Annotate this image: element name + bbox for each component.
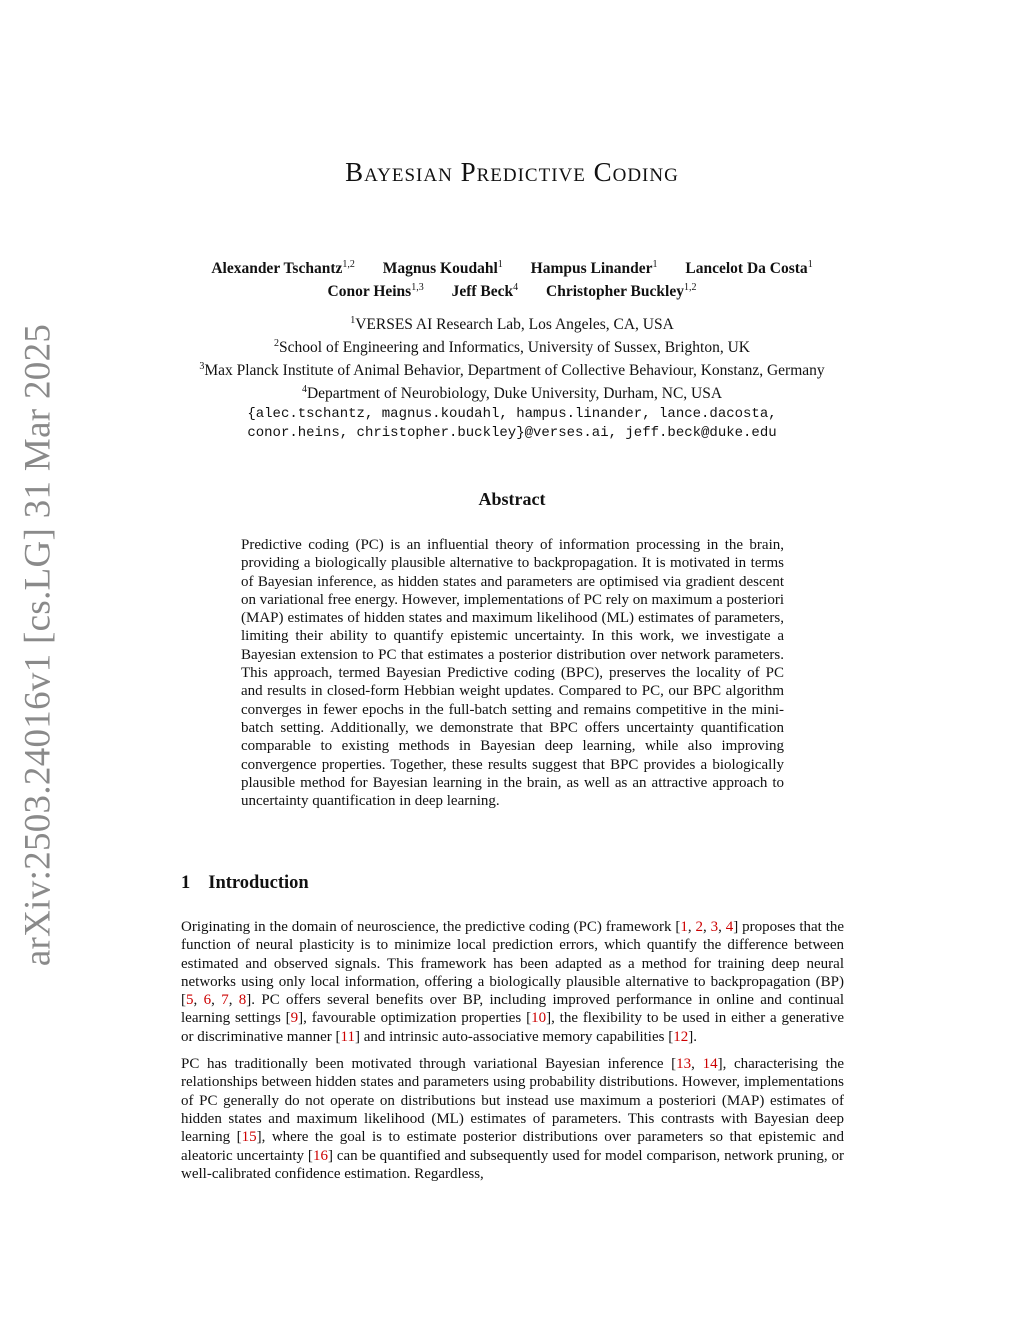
affiliation: $^3$Max Planck Institute of Animal Behavior, Department of Collective Behaviour, Konstanz, Germany: [199, 361, 825, 380]
citation-link[interactable]: 10: [531, 1010, 547, 1027]
citation-link[interactable]: 7: [221, 992, 229, 1009]
affiliation: $^4$Department of Neurobiology, Duke University, Durham, NC, USA: [301, 384, 723, 403]
paragraph: PC has traditionally been motivated through variational Bayesian inference [13, 14], characterising the relationships between hidden states and parameters using probability distributions. However, implementations of PC generally do not operate on distributions but instead use maximum a posteriori (MAP) estimates of hidden states and maximum likelihood (ML) estimates of parameters. This contrasts with Bayesian deep learning [15], where the goal is to estimate posterior distributions over parameters so that epistemic and aleatoric uncertainty [16] can be quantified and subsequently used for model comparison, network pruning, or well-calibrated confidence estimation. Regardless,: [181, 1056, 845, 1182]
section-title: Introduction: [208, 873, 309, 893]
abstract-text: Predictive coding (PC) is an influential theory of information processing in the brain, providing a biologically plausible alternative to backpropagation. It is motivated in terms of Bayesian inference, as hidden states and parameters are optimised via gradient descent on variational free energy. However, implementations of PC rely on maximum a posteriori (MAP) estimates of hidden states and maximum likelihood (ML) estimates of parameters, limiting their ability to quantify epistemic uncertainty. In this work, we investigate a Bayesian extension to PC that estimates a posterior distribution over network parameters. This approach, termed Bayesian Predictive coding (BPC), preserves the locality of PC and results in closed-form Hebbian weight updates. Compared to PC, our BPC algorithm converges in fewer epochs in the full-batch setting and remains competitive in the mini-batch setting. Additionally, we demonstrate that BPC offers uncertainty quantification comparable to existing methods in Bayesian deep learning, while also improving convergence properties. Together, these results suggest that BPC provides a biologically plausible method for Bayesian learning in the brain, as well as an attractive approach to uncertainty quantification in deep learning.: [241, 537, 785, 810]
arxiv-identifier: arXiv:2503.24016v1 [cs.LG] 31 Mar 2025: [17, 323, 59, 967]
citation-link[interactable]: 13: [676, 1056, 692, 1073]
citation-link[interactable]: 3: [710, 919, 719, 935]
paragraph: Originating in the domain of neuroscience, the predictive coding (PC) framework [1, 2, 3, 4] proposes that the function of neural plasticity is to minimize local prediction errors, which quantify the difference between estimated and observed signals. This framework has been adapted as a method for training deep neural networks using only local information, offering a biologically plausible alternative to backpropagation (BP) [5, 6, 7, 8]. PC offers several benefits over BP, including improved performance in online and continual learning settings [9], favourable optimization properties [10], the flexibility to be used in either a generative or discriminative manner [11] and intrinsic auto-associative memory capabilities [12].: [181, 919, 845, 1045]
author: Magnus Koudahl$^1$: [382, 259, 503, 278]
citation-link[interactable]: 5: [186, 992, 194, 1009]
citation-link[interactable]: 9: [290, 1010, 299, 1027]
author: Jeff Beck$^4$: [451, 282, 519, 301]
affiliation-list: [0, 311, 1024, 404]
author-list: [0, 255, 1024, 301]
author: Christopher Buckley$^{1,2}$: [546, 282, 697, 301]
email-line: conor.heins, christopher.buckley}@verses.ai, jeff.beck@duke.edu: [247, 425, 777, 441]
abstract-heading: Abstract: [478, 489, 546, 509]
citation-link[interactable]: 15: [241, 1129, 257, 1146]
affiliation: $^1$VERSES AI Research Lab, Los Angeles, CA, USA: [350, 315, 674, 334]
citation-link[interactable]: 11: [340, 1028, 355, 1045]
paper-title: Bayesian Predictive Coding: [345, 157, 679, 187]
introduction-body: [181, 918, 844, 1192]
citation-link[interactable]: 16: [312, 1147, 328, 1164]
citation-link[interactable]: 12: [673, 1028, 689, 1045]
citation-link[interactable]: 14: [702, 1056, 718, 1073]
citation-link[interactable]: 4: [725, 919, 734, 935]
email-list: [0, 405, 1024, 443]
citation-link[interactable]: 6: [203, 992, 212, 1009]
author: Hampus Linander$^1$: [530, 259, 658, 278]
author: Conor Heins$^{1,3}$: [327, 282, 424, 301]
arxiv-side-id: [8, 0, 68, 1325]
citation-link[interactable]: 1: [680, 919, 688, 935]
citation-link[interactable]: 2: [695, 919, 704, 935]
email-line: {alec.tschantz, magnus.koudahl, hampus.linander, lance.dacosta,: [247, 406, 777, 422]
section-heading: [181, 873, 309, 894]
author: Lancelot Da Costa$^1$: [685, 259, 813, 278]
citation-link[interactable]: 8: [238, 992, 247, 1009]
section-number: 1: [181, 873, 191, 893]
affiliation: $^2$School of Engineering and Informatics, University of Sussex, Brighton, UK: [274, 338, 750, 357]
author: Alexander Tschantz$^{1,2}$: [211, 259, 355, 278]
